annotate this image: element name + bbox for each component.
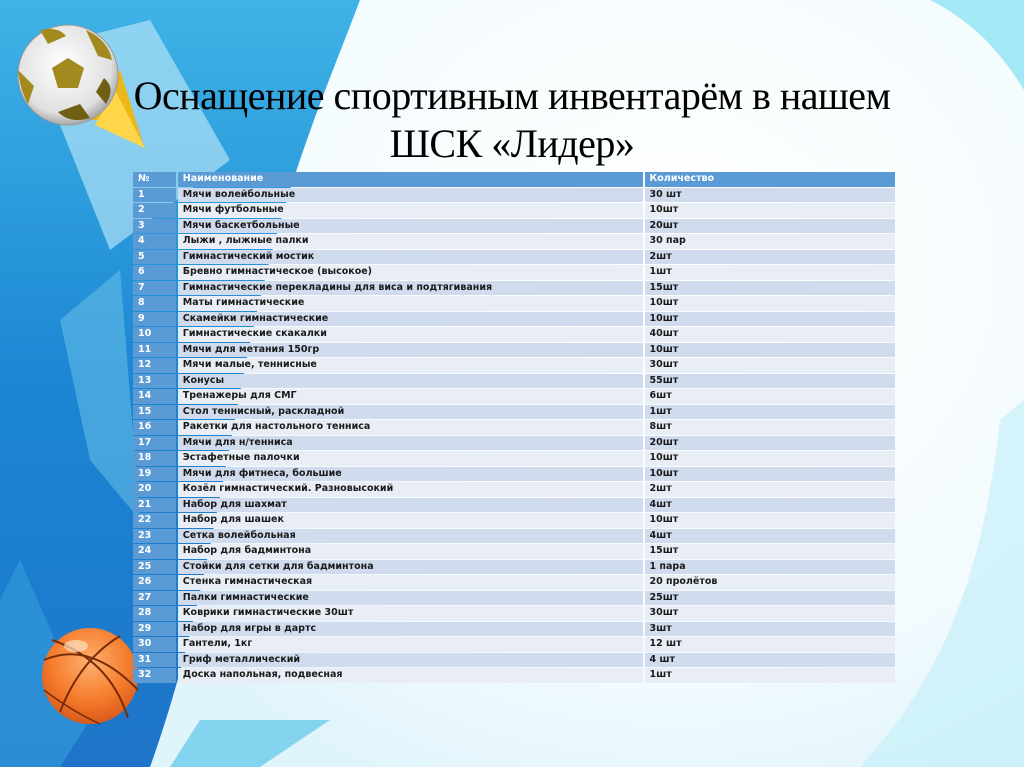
item-name: Бревно гимнастическое (высокое): [178, 265, 643, 280]
item-quantity: 15шт: [645, 281, 896, 296]
row-number: 20: [133, 482, 176, 497]
row-number: 5: [133, 250, 176, 265]
table-row: [133, 544, 895, 559]
item-quantity: 10шт: [645, 203, 896, 218]
item-quantity: 4шт: [645, 529, 896, 544]
item-name: Мячи футбольные: [178, 203, 643, 218]
title-line-2: ШСК «Лидер»: [389, 121, 635, 166]
item-quantity: 2шт: [645, 250, 896, 265]
item-quantity: 25шт: [645, 591, 896, 606]
header-number: №: [133, 172, 176, 187]
table-header-row: [133, 172, 895, 187]
item-quantity: 15шт: [645, 544, 896, 559]
row-number: 25: [133, 560, 176, 575]
row-number: 12: [133, 358, 176, 373]
row-number: 8: [133, 296, 176, 311]
row-number: 15: [133, 405, 176, 420]
item-quantity: 1шт: [645, 668, 896, 683]
item-quantity: 55шт: [645, 374, 896, 389]
table-row: [133, 622, 895, 637]
row-number: 2: [133, 203, 176, 218]
row-number: 1: [133, 188, 176, 203]
item-name: Доска напольная, подвесная: [178, 668, 643, 683]
item-name: Мячи волейбольные: [178, 188, 643, 203]
item-quantity: 2шт: [645, 482, 896, 497]
item-name: Скамейки гимнастические: [178, 312, 643, 327]
table-row: [133, 560, 895, 575]
table-row: [133, 451, 895, 466]
item-quantity: 10шт: [645, 513, 896, 528]
item-name: Стойки для сетки для бадминтона: [178, 560, 643, 575]
table-row: [133, 327, 895, 342]
item-quantity: 30 пар: [645, 234, 896, 249]
table-row: [133, 296, 895, 311]
item-quantity: 1шт: [645, 405, 896, 420]
row-number: 11: [133, 343, 176, 358]
row-number: 6: [133, 265, 176, 280]
row-number: 26: [133, 575, 176, 590]
row-number: 19: [133, 467, 176, 482]
table-row: [133, 389, 895, 404]
row-number: 32: [133, 668, 176, 683]
row-number: 30: [133, 637, 176, 652]
item-name: Лыжи , лыжные палки: [178, 234, 643, 249]
table-body: [133, 188, 895, 683]
table-row: [133, 219, 895, 234]
item-name: Гантели, 1кг: [178, 637, 643, 652]
table-row: [133, 575, 895, 590]
row-number: 29: [133, 622, 176, 637]
item-name: Мячи малые, теннисные: [178, 358, 643, 373]
row-number: 10: [133, 327, 176, 342]
item-name: Стол теннисный, раскладной: [178, 405, 643, 420]
equipment-table: [131, 171, 897, 684]
row-number: 13: [133, 374, 176, 389]
item-quantity: 40шт: [645, 327, 896, 342]
table-row: [133, 358, 895, 373]
item-quantity: 6шт: [645, 389, 896, 404]
item-name: Сетка волейбольная: [178, 529, 643, 544]
table-row: [133, 343, 895, 358]
item-quantity: 20шт: [645, 219, 896, 234]
table-row: [133, 513, 895, 528]
table-row: [133, 250, 895, 265]
table-row: [133, 374, 895, 389]
row-number: 16: [133, 420, 176, 435]
item-quantity: 1 пара: [645, 560, 896, 575]
table-row: [133, 529, 895, 544]
item-name: Гимнастические скакалки: [178, 327, 643, 342]
item-name: Набор для шахмат: [178, 498, 643, 513]
item-name: Маты гимнастические: [178, 296, 643, 311]
table-row: [133, 653, 895, 668]
item-name: Мячи для фитнеса, большие: [178, 467, 643, 482]
item-quantity: 10шт: [645, 296, 896, 311]
table-row: [133, 265, 895, 280]
item-name: Мячи для метания 150гр: [178, 343, 643, 358]
table-row: [133, 637, 895, 652]
row-number: 17: [133, 436, 176, 451]
table-row: [133, 467, 895, 482]
item-name: Коврики гимнастические 30шт: [178, 606, 643, 621]
row-number: 9: [133, 312, 176, 327]
title-line-1: Оснащение спортивным инвентарём в нашем: [133, 73, 891, 118]
slide-title: [0, 72, 1024, 168]
row-number: 27: [133, 591, 176, 606]
item-name: Козёл гимнастический. Разновысокий: [178, 482, 643, 497]
item-name: Гриф металлический: [178, 653, 643, 668]
table-row: [133, 606, 895, 621]
table-row: [133, 420, 895, 435]
item-quantity: 20 пролётов: [645, 575, 896, 590]
item-name: Палки гимнастические: [178, 591, 643, 606]
table-row: [133, 203, 895, 218]
row-number: 7: [133, 281, 176, 296]
item-quantity: 30шт: [645, 358, 896, 373]
basketball-icon: [42, 628, 138, 724]
item-name: Набор для бадминтона: [178, 544, 643, 559]
item-quantity: 3шт: [645, 622, 896, 637]
row-number: 18: [133, 451, 176, 466]
header-name: Наименование: [178, 172, 643, 187]
item-name: Тренажеры для СМГ: [178, 389, 643, 404]
item-name: Эстафетные палочки: [178, 451, 643, 466]
item-name: Мячи для н/тенниса: [178, 436, 643, 451]
table-row: [133, 498, 895, 513]
table-row: [133, 482, 895, 497]
row-number: 4: [133, 234, 176, 249]
table-row: [133, 312, 895, 327]
item-quantity: 10шт: [645, 467, 896, 482]
row-number: 3: [133, 219, 176, 234]
row-number: 14: [133, 389, 176, 404]
row-number: 31: [133, 653, 176, 668]
row-number: 21: [133, 498, 176, 513]
item-quantity: 30шт: [645, 606, 896, 621]
item-name: Гимнастические перекладины для виса и подтягивания: [178, 281, 643, 296]
row-number: 23: [133, 529, 176, 544]
item-name: Гимнастический мостик: [178, 250, 643, 265]
table-row: [133, 188, 895, 203]
item-name: Стенка гимнастическая: [178, 575, 643, 590]
table-row: [133, 668, 895, 683]
item-quantity: 4шт: [645, 498, 896, 513]
table-row: [133, 234, 895, 249]
item-name: Ракетки для настольного тенниса: [178, 420, 643, 435]
item-quantity: 12 шт: [645, 637, 896, 652]
item-name: Набор для шашек: [178, 513, 643, 528]
item-quantity: 8шт: [645, 420, 896, 435]
row-number: 28: [133, 606, 176, 621]
item-name: Набор для игры в дартс: [178, 622, 643, 637]
table-row: [133, 281, 895, 296]
item-name: Конусы: [178, 374, 643, 389]
table-row: [133, 591, 895, 606]
item-quantity: 30 шт: [645, 188, 896, 203]
item-quantity: 10шт: [645, 343, 896, 358]
item-quantity: 10шт: [645, 312, 896, 327]
item-quantity: 4 шт: [645, 653, 896, 668]
header-quantity: Количество: [645, 172, 896, 187]
table-row: [133, 436, 895, 451]
item-quantity: 20шт: [645, 436, 896, 451]
item-quantity: 10шт: [645, 451, 896, 466]
item-quantity: 1шт: [645, 265, 896, 280]
table-row: [133, 405, 895, 420]
row-number: 22: [133, 513, 176, 528]
item-name: Мячи баскетбольные: [178, 219, 643, 234]
row-number: 24: [133, 544, 176, 559]
